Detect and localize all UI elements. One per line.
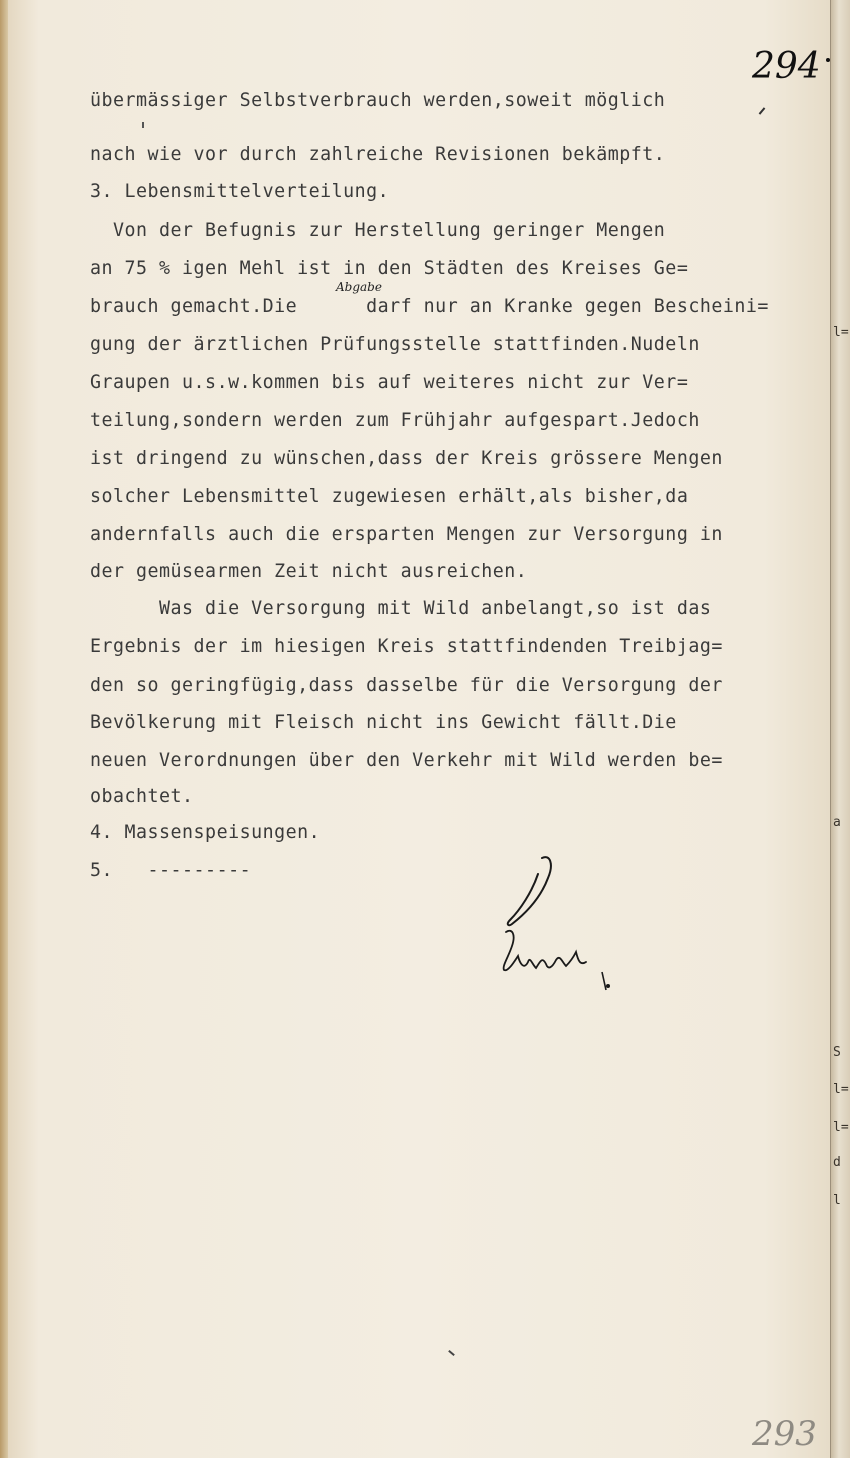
text-line: solcher Lebensmittel zugewiesen erhält,als bisher,da <box>90 486 689 507</box>
text-line: Von der Befugnis zur Herstellung geringer Mengen <box>90 220 666 241</box>
text-line: gung der ärztlichen Prüfungsstelle stattfinden.Nudeln <box>90 334 700 355</box>
margin-mark: l= <box>833 325 849 340</box>
folio-dot <box>826 58 830 62</box>
folio-number: 294 <box>752 46 821 87</box>
pen-tick-mark <box>142 122 144 128</box>
adjacent-page-strip <box>830 0 850 1458</box>
text-line: ist dringend zu wünschen,dass der Kreis grössere Mengen <box>90 448 723 469</box>
margin-mark: S <box>833 1045 841 1060</box>
text-line: obachtet. <box>90 786 194 807</box>
text-line: brauch gemacht.Die darf nur an Kranke gegen Bescheini= <box>90 296 769 317</box>
folio-number-bottom: 293 <box>752 1414 817 1454</box>
text-line: 5. --------- <box>90 860 252 881</box>
text-line: Bevölkerung mit Fleisch nicht ins Gewicht fällt.Die <box>90 712 677 733</box>
text-line: 3. Lebensmittelverteilung. <box>90 181 390 202</box>
text-line: andernfalls auch die ersparten Mengen zur Versorgung in <box>90 524 723 545</box>
text-line: den so geringfügig,dass dasselbe für die Versorgung der <box>90 675 723 696</box>
text-line: nach wie vor durch zahlreiche Revisionen bekämpft. <box>90 144 666 165</box>
margin-mark: a <box>833 815 841 830</box>
text-line: 4. Massenspeisungen. <box>90 822 321 843</box>
binding-edge <box>0 0 8 1458</box>
margin-mark: l <box>833 1193 841 1208</box>
margin-mark: d <box>833 1155 841 1170</box>
text-line: teilung,sondern werden zum Frühjahr aufgespart.Jedoch <box>90 410 700 431</box>
text-line: übermässiger Selbstverbrauch werden,soweit möglich <box>90 90 666 111</box>
handwritten-insertion: Abgabe <box>336 280 382 294</box>
margin-mark: l= <box>833 1120 849 1135</box>
margin-mark: l= <box>833 1082 849 1097</box>
handwritten-signature <box>490 852 620 1002</box>
text-line: der gemüsearmen Zeit nicht ausreichen. <box>90 561 528 582</box>
text-line: Ergebnis der im hiesigen Kreis stattfindenden Treibjag= <box>90 636 723 657</box>
text-line: Graupen u.s.w.kommen bis auf weiteres nicht zur Ver= <box>90 372 689 393</box>
text-line: Was die Versorgung mit Wild anbelangt,so ist das <box>90 598 712 619</box>
text-line: neuen Verordnungen über den Verkehr mit Wild werden be= <box>90 750 723 771</box>
text-line: an 75 % igen Mehl ist in den Städten des Kreises Ge= <box>90 258 689 279</box>
